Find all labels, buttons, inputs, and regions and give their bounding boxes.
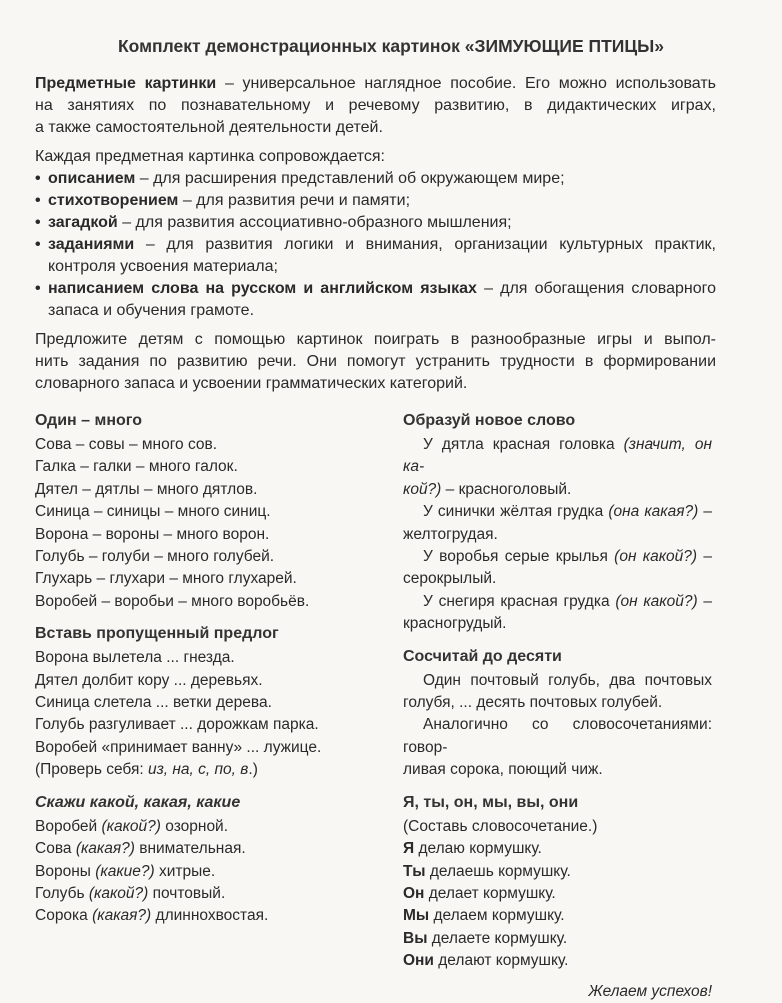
text: (Проверь себя: — [35, 761, 148, 779]
text: Галка – галки – много галок. — [35, 458, 238, 476]
text: запаса и обучения грамоте. — [48, 302, 255, 319]
italic-text: (какая?) — [92, 907, 152, 925]
text: серокрылый. — [403, 570, 497, 588]
text: – для развития речи и памяти; — [178, 192, 411, 209]
text-line — [403, 434, 712, 479]
closing-paragraph — [35, 329, 716, 395]
text-line — [35, 73, 716, 95]
text: словарного запаса и усвоении грамматических категорий. — [35, 375, 468, 392]
text-line — [35, 759, 365, 781]
text: – для развития ассоциативно-образного мышления; — [117, 214, 512, 231]
text: У снегиря красная грудка — [423, 592, 616, 610]
text-line — [35, 838, 365, 860]
text-line — [403, 928, 712, 950]
section-paragraph — [403, 546, 712, 591]
section-paragraph — [403, 670, 712, 715]
section-paragraph — [403, 434, 712, 501]
text: почтовый. — [148, 884, 226, 902]
text-line — [403, 613, 712, 635]
text-line — [403, 883, 712, 905]
text-line — [35, 146, 716, 168]
section-heading: Скажи какой, какая, какие — [35, 793, 241, 811]
text: Голубь — [35, 884, 89, 902]
text: Воробей — [35, 817, 102, 835]
section-paragraph — [403, 501, 712, 546]
section-heading: Образуй новое слово — [403, 412, 576, 429]
text: Дятел – дятлы – много дятлов. — [35, 480, 258, 498]
text: – — [697, 548, 712, 566]
text-line — [35, 861, 365, 883]
text: делаем кормушку. — [429, 907, 565, 925]
text: желтогрудая. — [403, 525, 498, 543]
text-line — [35, 816, 365, 838]
text: озорной. — [160, 817, 229, 835]
text-line — [35, 714, 365, 736]
text-line — [403, 568, 712, 590]
text-line — [403, 591, 712, 613]
italic-text: кой?) — [403, 480, 442, 498]
text-line — [35, 647, 365, 669]
text-line — [403, 546, 712, 568]
text: .) — [248, 761, 258, 779]
text-line — [403, 905, 712, 927]
text-line — [35, 591, 365, 613]
text-line — [35, 524, 365, 546]
section-lines — [35, 434, 365, 613]
text-line — [35, 117, 716, 139]
page-title: Комплект демонстрационных картинок «ЗИМУЮЩИЕ ПТИЦЫ» — [117, 36, 665, 56]
text-line — [35, 883, 365, 905]
text: делает кормушку. — [424, 884, 556, 902]
text-line — [48, 212, 716, 234]
text-line — [35, 329, 716, 351]
section-heading: Я, ты, он, мы, вы, они — [403, 793, 579, 811]
text-line — [35, 501, 365, 523]
text: – — [698, 503, 712, 521]
text: Сорока — [35, 907, 93, 925]
list-lead — [35, 146, 716, 168]
text-line — [403, 816, 712, 838]
text: Воробей – воробьи – много воробьёв. — [35, 592, 310, 610]
right-column — [403, 408, 712, 1003]
text: Голубь – голуби – много голубей. — [35, 548, 275, 566]
text-line — [48, 300, 716, 322]
section-heading: Сосчитай до десяти — [403, 647, 562, 665]
text-line — [35, 351, 716, 373]
text-line — [48, 168, 716, 190]
text: Один почтовый голубь, два почтовых — [423, 671, 712, 689]
bold-text: Мы — [403, 907, 430, 925]
signoff: Желаем успехов! — [588, 982, 712, 1000]
section-lines — [35, 647, 365, 781]
text-line — [35, 479, 365, 501]
section-paragraph — [403, 591, 712, 636]
bold-text: Вы — [403, 929, 428, 947]
italic-text: (какой?) — [88, 884, 149, 902]
text-line — [403, 950, 712, 972]
text-line — [48, 190, 716, 212]
text: Голубь разгуливает ... дорожкам парка. — [35, 716, 319, 734]
text-line — [35, 737, 365, 759]
bold-text: описанием — [48, 170, 136, 187]
bold-text: написанием слова на русском и английском языках — [48, 280, 477, 297]
text: голубя, ... десять почтовых голубей. — [403, 694, 663, 712]
text: – для развития логики и внимания, организации культурных практик, — [134, 236, 716, 253]
text: – универсальное наглядное пособие. Его можно использовать — [216, 75, 717, 92]
text-line — [403, 861, 712, 883]
text-line — [403, 479, 712, 501]
text-line — [403, 838, 712, 860]
text: Дятел долбит кору ... деревьях. — [35, 671, 263, 689]
text-line — [403, 692, 712, 714]
text: Ворона вылетела ... гнезда. — [35, 649, 235, 667]
text-line — [35, 692, 365, 714]
bold-text: Ты — [403, 862, 426, 880]
section-paragraph — [403, 714, 712, 781]
text-line — [48, 256, 716, 278]
bold-text: Я — [403, 840, 415, 858]
text: делаете кормушку. — [427, 929, 568, 947]
bold-text: Они — [403, 952, 434, 970]
text: ливая сорока, поющий чиж. — [403, 761, 603, 779]
text-line — [48, 234, 716, 256]
bold-text: заданиями — [48, 236, 135, 253]
list-item — [35, 212, 716, 234]
bold-text: Он — [403, 884, 425, 902]
text: У синички жёлтая грудка — [423, 503, 609, 521]
text-line — [35, 905, 365, 927]
text: (Составь словосочетание.) — [403, 817, 598, 835]
text: – — [697, 592, 712, 610]
text-line — [403, 670, 712, 692]
text: делаешь кормушку. — [425, 862, 571, 880]
intro — [35, 73, 716, 402]
italic-text: (какая?) — [75, 840, 135, 858]
text: Воробей «принимает ванну» ... лужице. — [35, 738, 322, 756]
bold-text: Предметные картинки — [35, 75, 217, 92]
bold-text: загадкой — [48, 214, 118, 231]
list-item — [35, 190, 716, 212]
text-line — [35, 670, 365, 692]
text-line — [35, 456, 365, 478]
section-lines — [35, 816, 365, 928]
italic-text: из, на, с, по, в — [147, 761, 249, 779]
text: Сова — [35, 840, 76, 858]
text: Аналогично со словосочетаниями: говор- — [403, 716, 712, 756]
text: красногрудый. — [403, 615, 507, 633]
italic-text: (он какой?) — [614, 548, 698, 566]
text-line — [48, 278, 716, 300]
intro-paragraph — [35, 73, 716, 139]
text: Предложите детям с помощью картинок поиграть в разнообразные игры и выпол- — [35, 331, 716, 348]
text-line — [403, 524, 712, 546]
text-line — [35, 434, 365, 456]
italic-text: (он какой?) — [615, 592, 698, 610]
text-line — [403, 714, 712, 759]
text: длиннохвостая. — [151, 907, 269, 925]
text: Сова – совы – много сов. — [35, 436, 218, 453]
list-item — [35, 278, 716, 322]
list-item — [35, 168, 716, 190]
italic-text: (какой?) — [101, 817, 161, 835]
list-item — [35, 234, 716, 278]
section-heading: Один – много — [35, 412, 142, 429]
text: Синица слетела ... ветки дерева. — [35, 694, 272, 712]
text: нить задания по развитию речи. Они помогут устранить трудности в формировании — [35, 353, 716, 370]
text-line — [35, 546, 365, 568]
feature-list — [35, 168, 716, 322]
bold-text: стихотворением — [48, 192, 179, 209]
text: внимательная. — [134, 840, 246, 858]
text: хитрые. — [154, 862, 216, 880]
text-line — [403, 759, 712, 781]
text: на занятиях по познавательному и речевому развитию, в дидактических играх, — [35, 97, 716, 114]
text: а также самостоятельной деятельности детей. — [35, 119, 383, 136]
text: – для обогащения словарного — [476, 280, 716, 297]
text: делаю кормушку. — [414, 840, 542, 858]
section-lines — [403, 816, 712, 973]
text: Синица – синицы – много синиц. — [35, 503, 271, 521]
italic-text: (значит, он ка- — [403, 436, 713, 476]
text-line — [35, 568, 365, 590]
text-line — [403, 501, 712, 523]
text: У воробья серые крылья — [423, 548, 615, 566]
text-line — [35, 95, 716, 117]
text: У дятла красная головка — [423, 436, 624, 453]
text: контроля усвоения материала; — [48, 258, 278, 275]
text: Каждая предметная картинка сопровождается: — [35, 148, 385, 165]
text-line — [35, 373, 716, 395]
text: делают кормушку. — [433, 952, 569, 970]
text: Ворона – вороны – много ворон. — [35, 525, 270, 543]
italic-text: (какие?) — [95, 862, 155, 880]
text: Глухарь – глухари – много глухарей. — [35, 570, 297, 588]
italic-text: (она какая?) — [608, 503, 699, 521]
left-column — [35, 408, 365, 928]
text: Вороны — [35, 862, 96, 880]
section-heading: Вставь пропущенный предлог — [35, 625, 279, 643]
text: – для расширения представлений об окружающем мире; — [135, 170, 565, 187]
text: – красноголовый. — [441, 480, 572, 498]
